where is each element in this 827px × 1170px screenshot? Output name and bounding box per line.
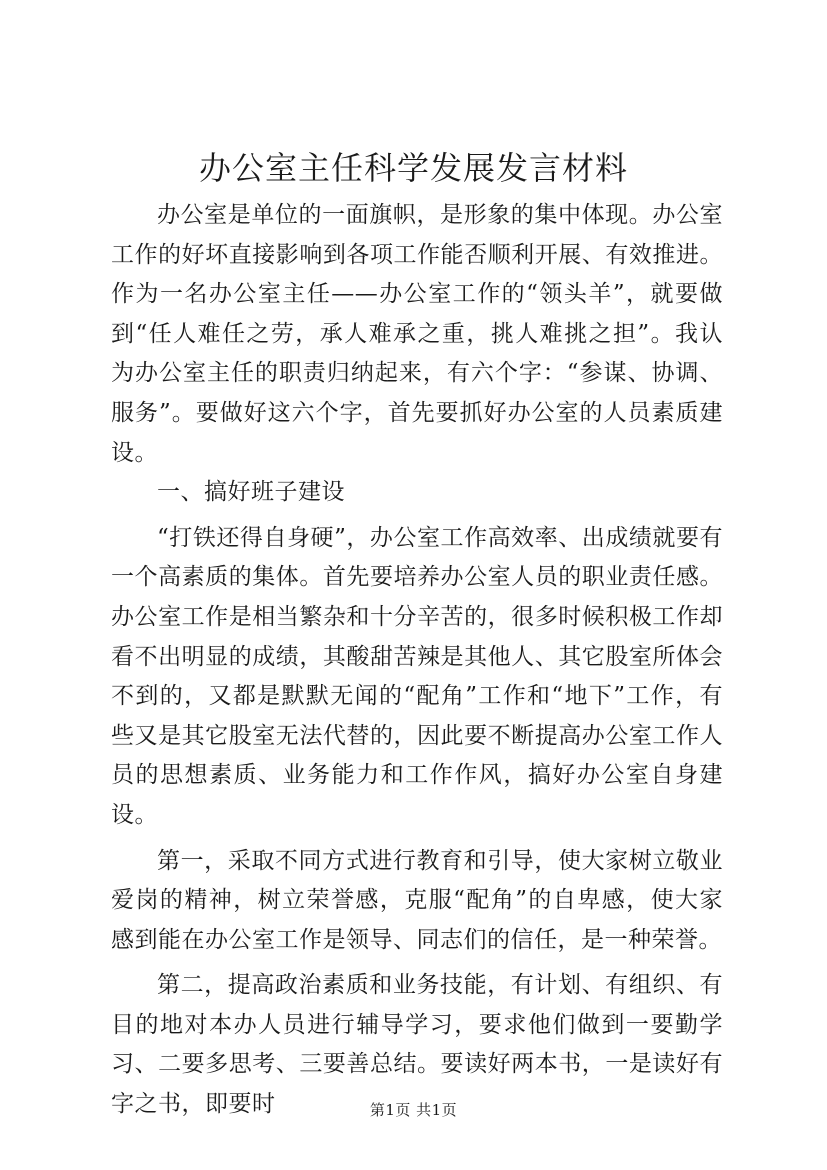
- paragraph-team-building: “打铁还得自身硬”，办公室工作高效率、出成绩就要有一个高素质的集体。首先要培养办公室人员的职业责任感。办公室工作是相当繁杂和十分辛苦的，很多时候积极工作却看不出明显的成绩，其酸甜苦辣是其他人、其它股室所体会不到的，又都是默默无闻的“配角”工作和“地下”工作，有些又是其它股室无法代替的，因此要不断提高办公室工作人员的思想素质、业务能力和工作作风，搞好办公室自身建设。: [111, 524, 723, 828]
- paragraph-first-point: 第一，采取不同方式进行教育和引导，使大家树立敬业爱岗的精神，树立荣誉感，克服“配角”的自卑感，使大家感到能在办公室工作是领导、同志们的信任，是一种荣誉。: [111, 847, 723, 953]
- section-heading: 一、搞好班子建设: [157, 479, 345, 506]
- paragraph-intro: 办公室是单位的一面旗帜，是形象的集中体现。办公室工作的好坏直接影响到各项工作能否顺利开展、有效推进。作为一名办公室主任——办公室工作的“领头羊”，就要做到“任人难任之劳，承人难承之重，挑人难挑之担”。我认为办公室主任的职责归纳起来，有六个字：“参谋、协调、服务”。要做好这六个字，首先要抓好办公室的人员素质建设。: [111, 202, 723, 466]
- document-body: [111, 196, 723, 1125]
- page-footer: 第1页 共1页: [369, 1101, 458, 1119]
- document-title: 办公室主任科学发展发言材料: [198, 149, 628, 187]
- paragraph-second-point: 第二，提高政治素质和业务技能，有计划、有组织、有目的地对本办人员进行辅导学习，要求他们做到一要勤学习、二要多思考、三要善总结。要读好两本书，一是读好有字之书，即要时: [111, 972, 723, 1118]
